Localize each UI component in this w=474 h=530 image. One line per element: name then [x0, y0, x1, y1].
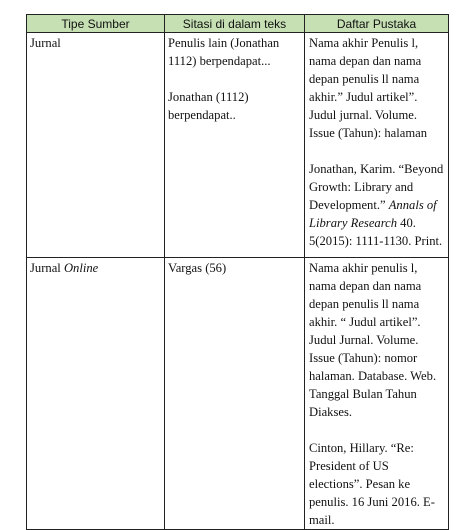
bibliography-example: Cinton, Hillary. “Re: President of US elections”. Pesan ke penulis. 16 Juni 2016. E-mail.: [309, 441, 435, 527]
bibliography-cell: [305, 258, 449, 530]
source-type-cell: [27, 33, 165, 258]
source-type-label: Jurnal: [30, 36, 61, 50]
header-source-type: Tipe Sumber: [27, 15, 165, 33]
in-text-example: Vargas (56): [168, 261, 227, 275]
table-row: [27, 258, 449, 530]
in-text-citation-cell: [165, 258, 305, 530]
bibliography-format: Nama akhir Penulis l, nama depan dan nama depan penulis ll nama akhir.” Judul artikel”. Judul jurnal. Volume. Issue (Tahun): halaman: [309, 36, 428, 140]
source-type-label: Jurnal Online: [30, 261, 99, 275]
table-row: [27, 33, 449, 258]
in-text-example: Jonathan (1112) berpendapat..: [168, 90, 249, 122]
source-type-cell: [27, 258, 165, 530]
bibliography-example: Jonathan, Karim. “Beyond Growth: Library and Development.” Annals of Library Research 40. 5(2015): 1111-1130. Print.: [309, 162, 444, 248]
header-in-text-citation: Sitasi di dalam teks: [165, 15, 305, 33]
bibliography-cell: [305, 33, 449, 258]
citation-table: [26, 14, 449, 530]
header-bibliography: Daftar Pustaka: [305, 15, 449, 33]
bibliography-format: Nama akhir penulis l, nama depan dan nama depan penulis ll nama akhir. “ Judul artikel”. Judul Jurnal. Volume. Issue (Tahun): nomor halaman. Database. Web. Tanggal Bulan Tahun Diakses.: [309, 261, 437, 419]
header-row: [27, 15, 449, 33]
in-text-example: Penulis lain (Jonathan 1112) berpendapat...: [168, 36, 280, 68]
in-text-citation-cell: [165, 33, 305, 258]
journal-title: Annals of Library Research: [309, 198, 437, 230]
